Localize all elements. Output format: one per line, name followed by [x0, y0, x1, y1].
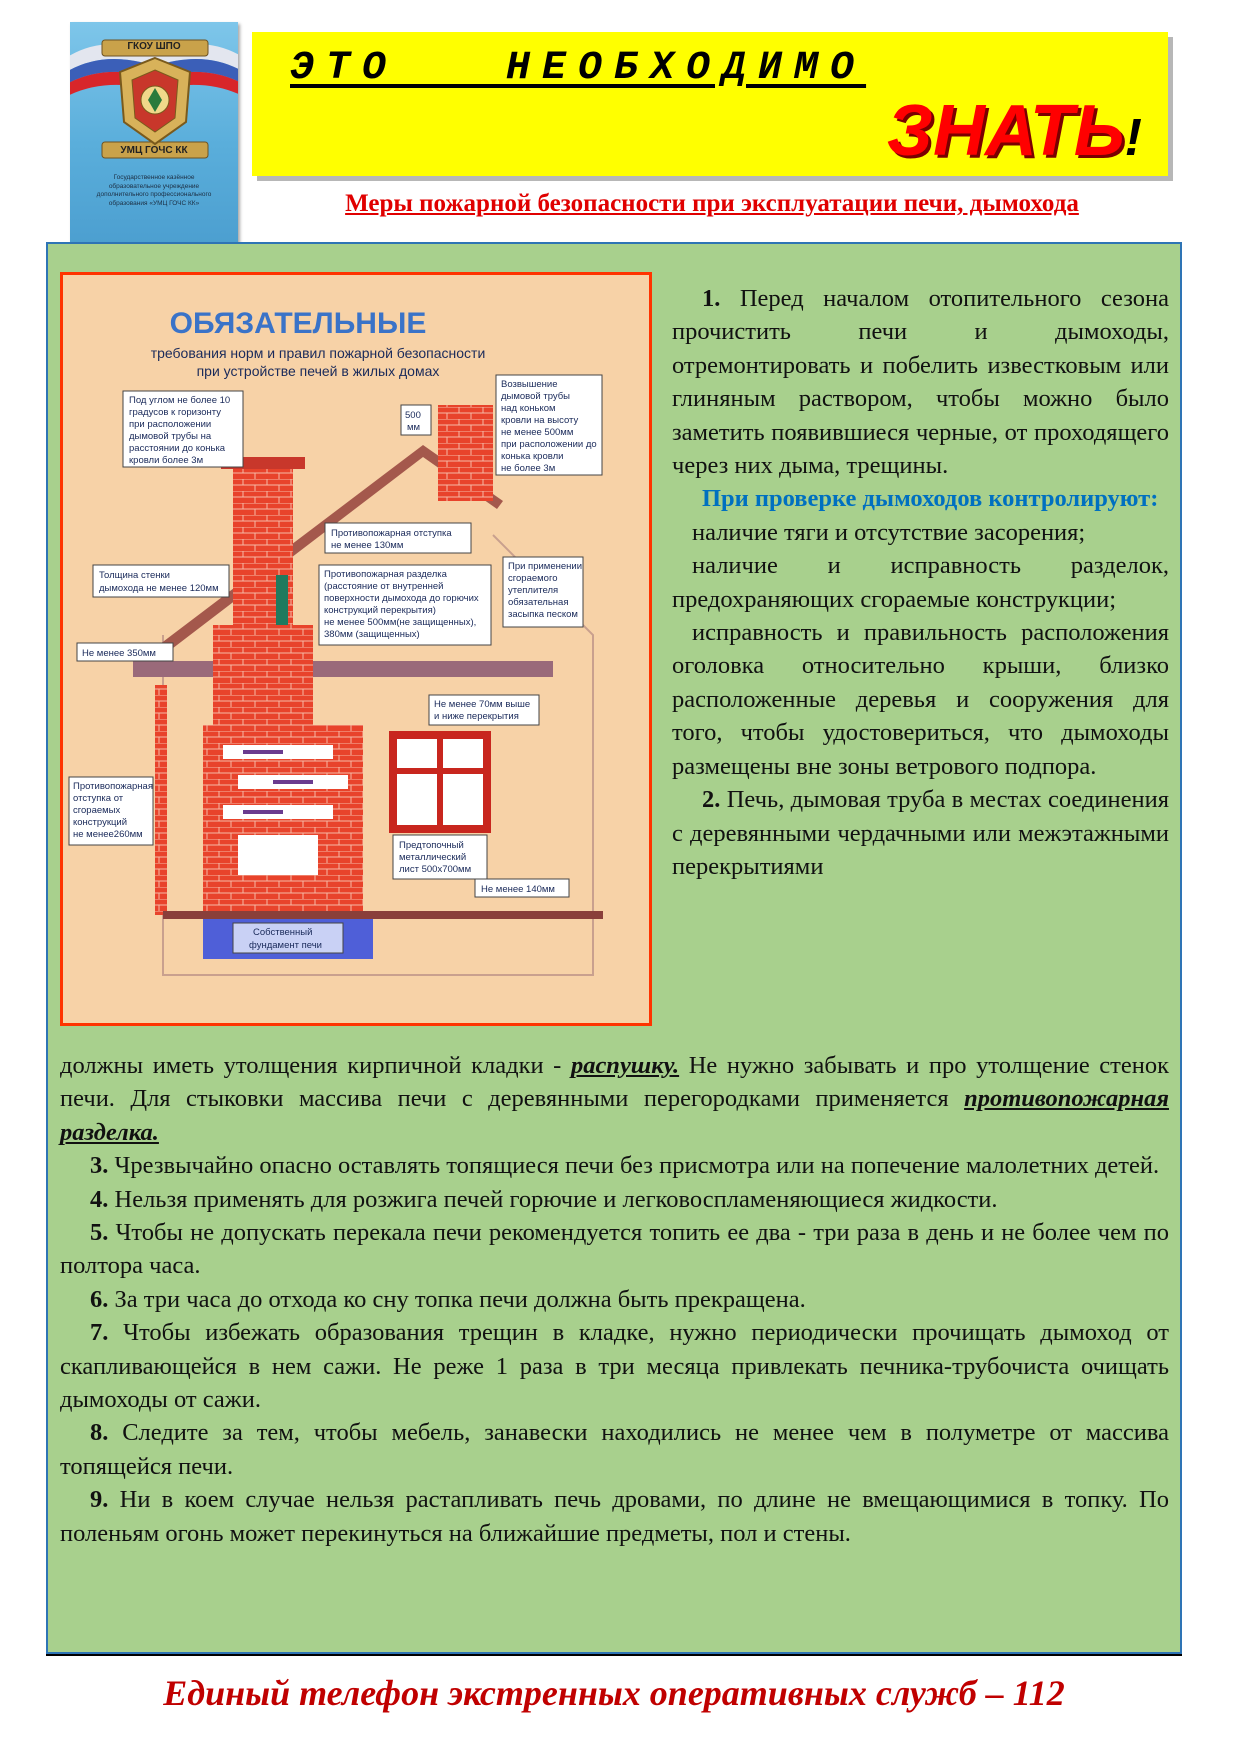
- svg-text:сгораемого: сгораемого: [508, 573, 558, 584]
- item-4-text: Нельзя применять для розжига печей горючие и легковоспламеняющиеся жидкости.: [108, 1185, 998, 1213]
- page-subtitle: Меры пожарной безопасности при эксплуатации печи, дымохода: [345, 190, 1079, 217]
- banner-line-1: ЭТО НЕОБХОДИМО: [290, 46, 867, 91]
- banner-line-2: [887, 90, 1142, 172]
- check-title: При проверке дымоходов контролируют:: [702, 485, 1159, 513]
- diagram-illustration: [63, 275, 649, 1023]
- label-min-70: [429, 695, 539, 725]
- svg-text:Не менее 140мм: Не менее 140мм: [481, 884, 555, 895]
- svg-text:Не менее 70мм выше: Не менее 70мм выше: [434, 699, 531, 710]
- term-rasspushka: распушку.: [570, 1052, 680, 1079]
- label-setback-260: [69, 777, 153, 845]
- emergency-phone-footer: Единый телефон экстренных оперативных служб – 112: [163, 1673, 1065, 1713]
- emblem-org-top: ГКОУ ШПО: [127, 41, 181, 52]
- svg-text:дымохода не менее 120мм: дымохода не менее 120мм: [99, 583, 219, 594]
- item-2-cont-b: Не нужно забывать и про утолщение стенок печи. Для стыковки массива печи с деревянными перегородками применяется: [60, 1052, 1169, 1113]
- ridge-chimney: [438, 405, 493, 501]
- svg-text:над коньком: над коньком: [501, 403, 556, 414]
- svg-text:При применении: При применении: [508, 561, 582, 572]
- diagram-subtitle-1: требования норм и правил пожарной безопасности: [150, 345, 486, 361]
- item-6-number: 6.: [90, 1285, 109, 1313]
- svg-text:конька кровли: конька кровли: [501, 451, 564, 462]
- floor-line: [163, 911, 603, 919]
- check-item-2: наличие и исправность разделок, предохраняющих сгораемые конструкции;: [672, 552, 1169, 613]
- label-wall-120: [93, 565, 229, 597]
- item-2-text: Печь, дымовая труба в местах соединения с деревянными чердачными или межэтажными перекрытиями: [672, 786, 1169, 880]
- emblem-org-bottom: УМЦ ГОЧС КК: [120, 145, 188, 156]
- panel-bottom-rule: [46, 1654, 1182, 1656]
- svg-text:Собственный: Собственный: [253, 927, 313, 938]
- svg-text:при расположении до: при расположении до: [501, 439, 597, 450]
- svg-text:Возвышение: Возвышение: [501, 379, 558, 390]
- svg-text:засыпка песком: засыпка песком: [508, 609, 578, 620]
- svg-text:кровли на высоту: кровли на высоту: [501, 415, 579, 426]
- item-3: [60, 1149, 1169, 1182]
- item-8-text: Следите за тем, чтобы мебель, занавески находились не менее чем в полуметре от массива топящейся печи.: [60, 1419, 1169, 1480]
- item-5: [60, 1216, 1169, 1283]
- label-foundation: [233, 923, 343, 953]
- item-8: [60, 1416, 1169, 1483]
- item-2: [672, 783, 1169, 883]
- label-min-350: [77, 643, 173, 661]
- svg-text:утеплителя: утеплителя: [508, 585, 559, 596]
- stove-requirements-diagram: [60, 272, 652, 1026]
- svg-text:обязательная: обязательная: [508, 597, 569, 608]
- right-column-text: [672, 282, 1169, 883]
- term-fire-partition: противопожарная разделка.: [60, 1085, 1169, 1146]
- check-item-1: наличие тяги и отсутствие засорения;: [692, 518, 1086, 546]
- item-2-cont-a: должны иметь утолщения кирпичной кладки -: [60, 1052, 571, 1079]
- item-1-number: 1.: [702, 285, 721, 312]
- label-insulation: [503, 557, 583, 627]
- svg-text:Предтопочный: Предтопочный: [399, 840, 464, 851]
- item-2-number: 2.: [702, 786, 721, 814]
- svg-text:отступка от: отступка от: [73, 793, 124, 804]
- svg-text:поверхности дымохода до горючи: поверхности дымохода до горючих: [324, 593, 479, 604]
- header-banner: [252, 32, 1168, 176]
- svg-text:Противопожарная отступка: Противопожарная отступка: [331, 528, 452, 539]
- item-1: [672, 282, 1169, 482]
- item-1-text: Перед началом отопительного сезона прочистить печи и дымоходы, отремонтировать и побелить известковым или глиняным раствором, чтобы можно было заметить появившиеся черные, от проходящего через них дыма, трещины.: [672, 285, 1169, 480]
- svg-text:расстоянии до конька: расстоянии до конька: [129, 443, 226, 454]
- item-2-continued: [60, 1049, 1169, 1149]
- item-4-number: 4.: [90, 1185, 109, 1213]
- svg-text:кровли более 3м: кровли более 3м: [129, 455, 204, 466]
- banner-exclamation: !: [1124, 109, 1142, 167]
- diagram-title: ОБЯЗАТЕЛЬНЫЕ: [169, 307, 427, 340]
- svg-text:лист 500х700мм: лист 500х700мм: [399, 864, 472, 875]
- item-7-number: 7.: [90, 1319, 109, 1347]
- svg-text:не менее 500мм: не менее 500мм: [501, 427, 574, 438]
- svg-text:при расположении: при расположении: [129, 419, 212, 430]
- item-8-number: 8.: [90, 1419, 109, 1447]
- item-6: [60, 1283, 1169, 1316]
- item-7: [60, 1316, 1169, 1416]
- svg-text:Не менее 350мм: Не менее 350мм: [82, 648, 156, 659]
- item-5-number: 5.: [90, 1219, 109, 1247]
- svg-text:(расстояние от внутренней: (расстояние от внутренней: [324, 581, 444, 592]
- emblem-caption: Государственное казённое образовательное учреждение дополнительного профессионального образования «УМЦ ГОЧС КК»: [96, 174, 212, 207]
- item-4: [60, 1183, 1169, 1216]
- svg-text:конструкций: конструкций: [73, 817, 128, 828]
- label-sheet: [393, 835, 487, 879]
- svg-text:конструкций перекрытия): конструкций перекрытия): [324, 605, 436, 616]
- chimney-splaying: [213, 625, 313, 725]
- label-raise: [496, 375, 602, 475]
- ceiling-floor: [133, 661, 553, 677]
- svg-text:не менее260мм: не менее260мм: [73, 829, 143, 840]
- svg-text:Под углом не более 10: Под углом не более 10: [129, 395, 231, 406]
- svg-text:дымовой трубы на: дымовой трубы на: [129, 431, 212, 442]
- full-width-text: [60, 1049, 1169, 1550]
- label-setback-130: [325, 523, 471, 553]
- svg-text:металлический: металлический: [399, 852, 467, 863]
- label-500mm: [401, 405, 431, 435]
- check-item-3: исправность и правильность расположения оголовка относительно крыши, близко расположенные деревья и сооружения для того, чтобы удостовериться, что дымоходы размещены вне зоны ветрового подпора.: [672, 619, 1169, 780]
- svg-text:Толщина стенки: Толщина стенки: [99, 570, 170, 581]
- svg-text:дымовой трубы: дымовой трубы: [501, 391, 571, 402]
- label-partition: [319, 565, 491, 645]
- item-6-text: За три часа до отхода ко сну топка печи должна быть прекращена.: [108, 1285, 806, 1313]
- svg-text:500: 500: [405, 410, 421, 421]
- item-3-text: Чрезвычайно опасно оставлять топящиеся печи без присмотра или на попечение малолетних детей.: [108, 1152, 1160, 1180]
- item-9-number: 9.: [90, 1486, 109, 1514]
- svg-text:Противопожарная: Противопожарная: [73, 781, 153, 792]
- svg-text:градусов к горизонту: градусов к горизонту: [129, 407, 221, 418]
- item-3-number: 3.: [90, 1152, 109, 1180]
- svg-text:Противопожарная разделка: Противопожарная разделка: [324, 569, 447, 580]
- svg-text:фундамент печи: фундамент печи: [249, 940, 322, 951]
- diagram-subtitle-2: при устройстве печей в жилых домах: [196, 363, 440, 379]
- item-5-text: Чтобы не допускать перекала печи рекомендуется топить ее два - три раза в день и не более чем по полтора часа.: [60, 1219, 1169, 1280]
- banner-know-word: ЗНАТЬ: [886, 91, 1125, 171]
- label-min-140: [475, 879, 569, 897]
- svg-text:не менее 130мм: не менее 130мм: [331, 540, 404, 551]
- svg-text:не менее 500мм(не защищенных),: не менее 500мм(не защищенных),: [324, 617, 477, 628]
- label-angle: [123, 391, 243, 467]
- item-7-text: Чтобы избежать образования трещин в кладке, нужно периодически прочищать дымоход от скапливающейся в нем сажи. Не реже 1 раза в три месяца привлекать печника-трубочиста очищать дымоходы от сажи.: [60, 1319, 1169, 1414]
- svg-text:сгораемых: сгораемых: [73, 805, 121, 816]
- svg-text:и ниже перекрытия: и ниже перекрытия: [434, 711, 519, 722]
- item-9-text: Ни в коем случае нельзя растапливать печь дровами, по длине не вмещающимися в топку. По поленьям огонь может перекинуться на ближайшие предметы, пол и стены.: [60, 1486, 1169, 1547]
- organization-emblem: [70, 22, 238, 244]
- svg-text:не более 3м: не более 3м: [501, 463, 556, 474]
- svg-text:380мм (защищенных): 380мм (защищенных): [324, 629, 420, 640]
- item-9: [60, 1483, 1169, 1550]
- svg-text:мм: мм: [407, 422, 421, 433]
